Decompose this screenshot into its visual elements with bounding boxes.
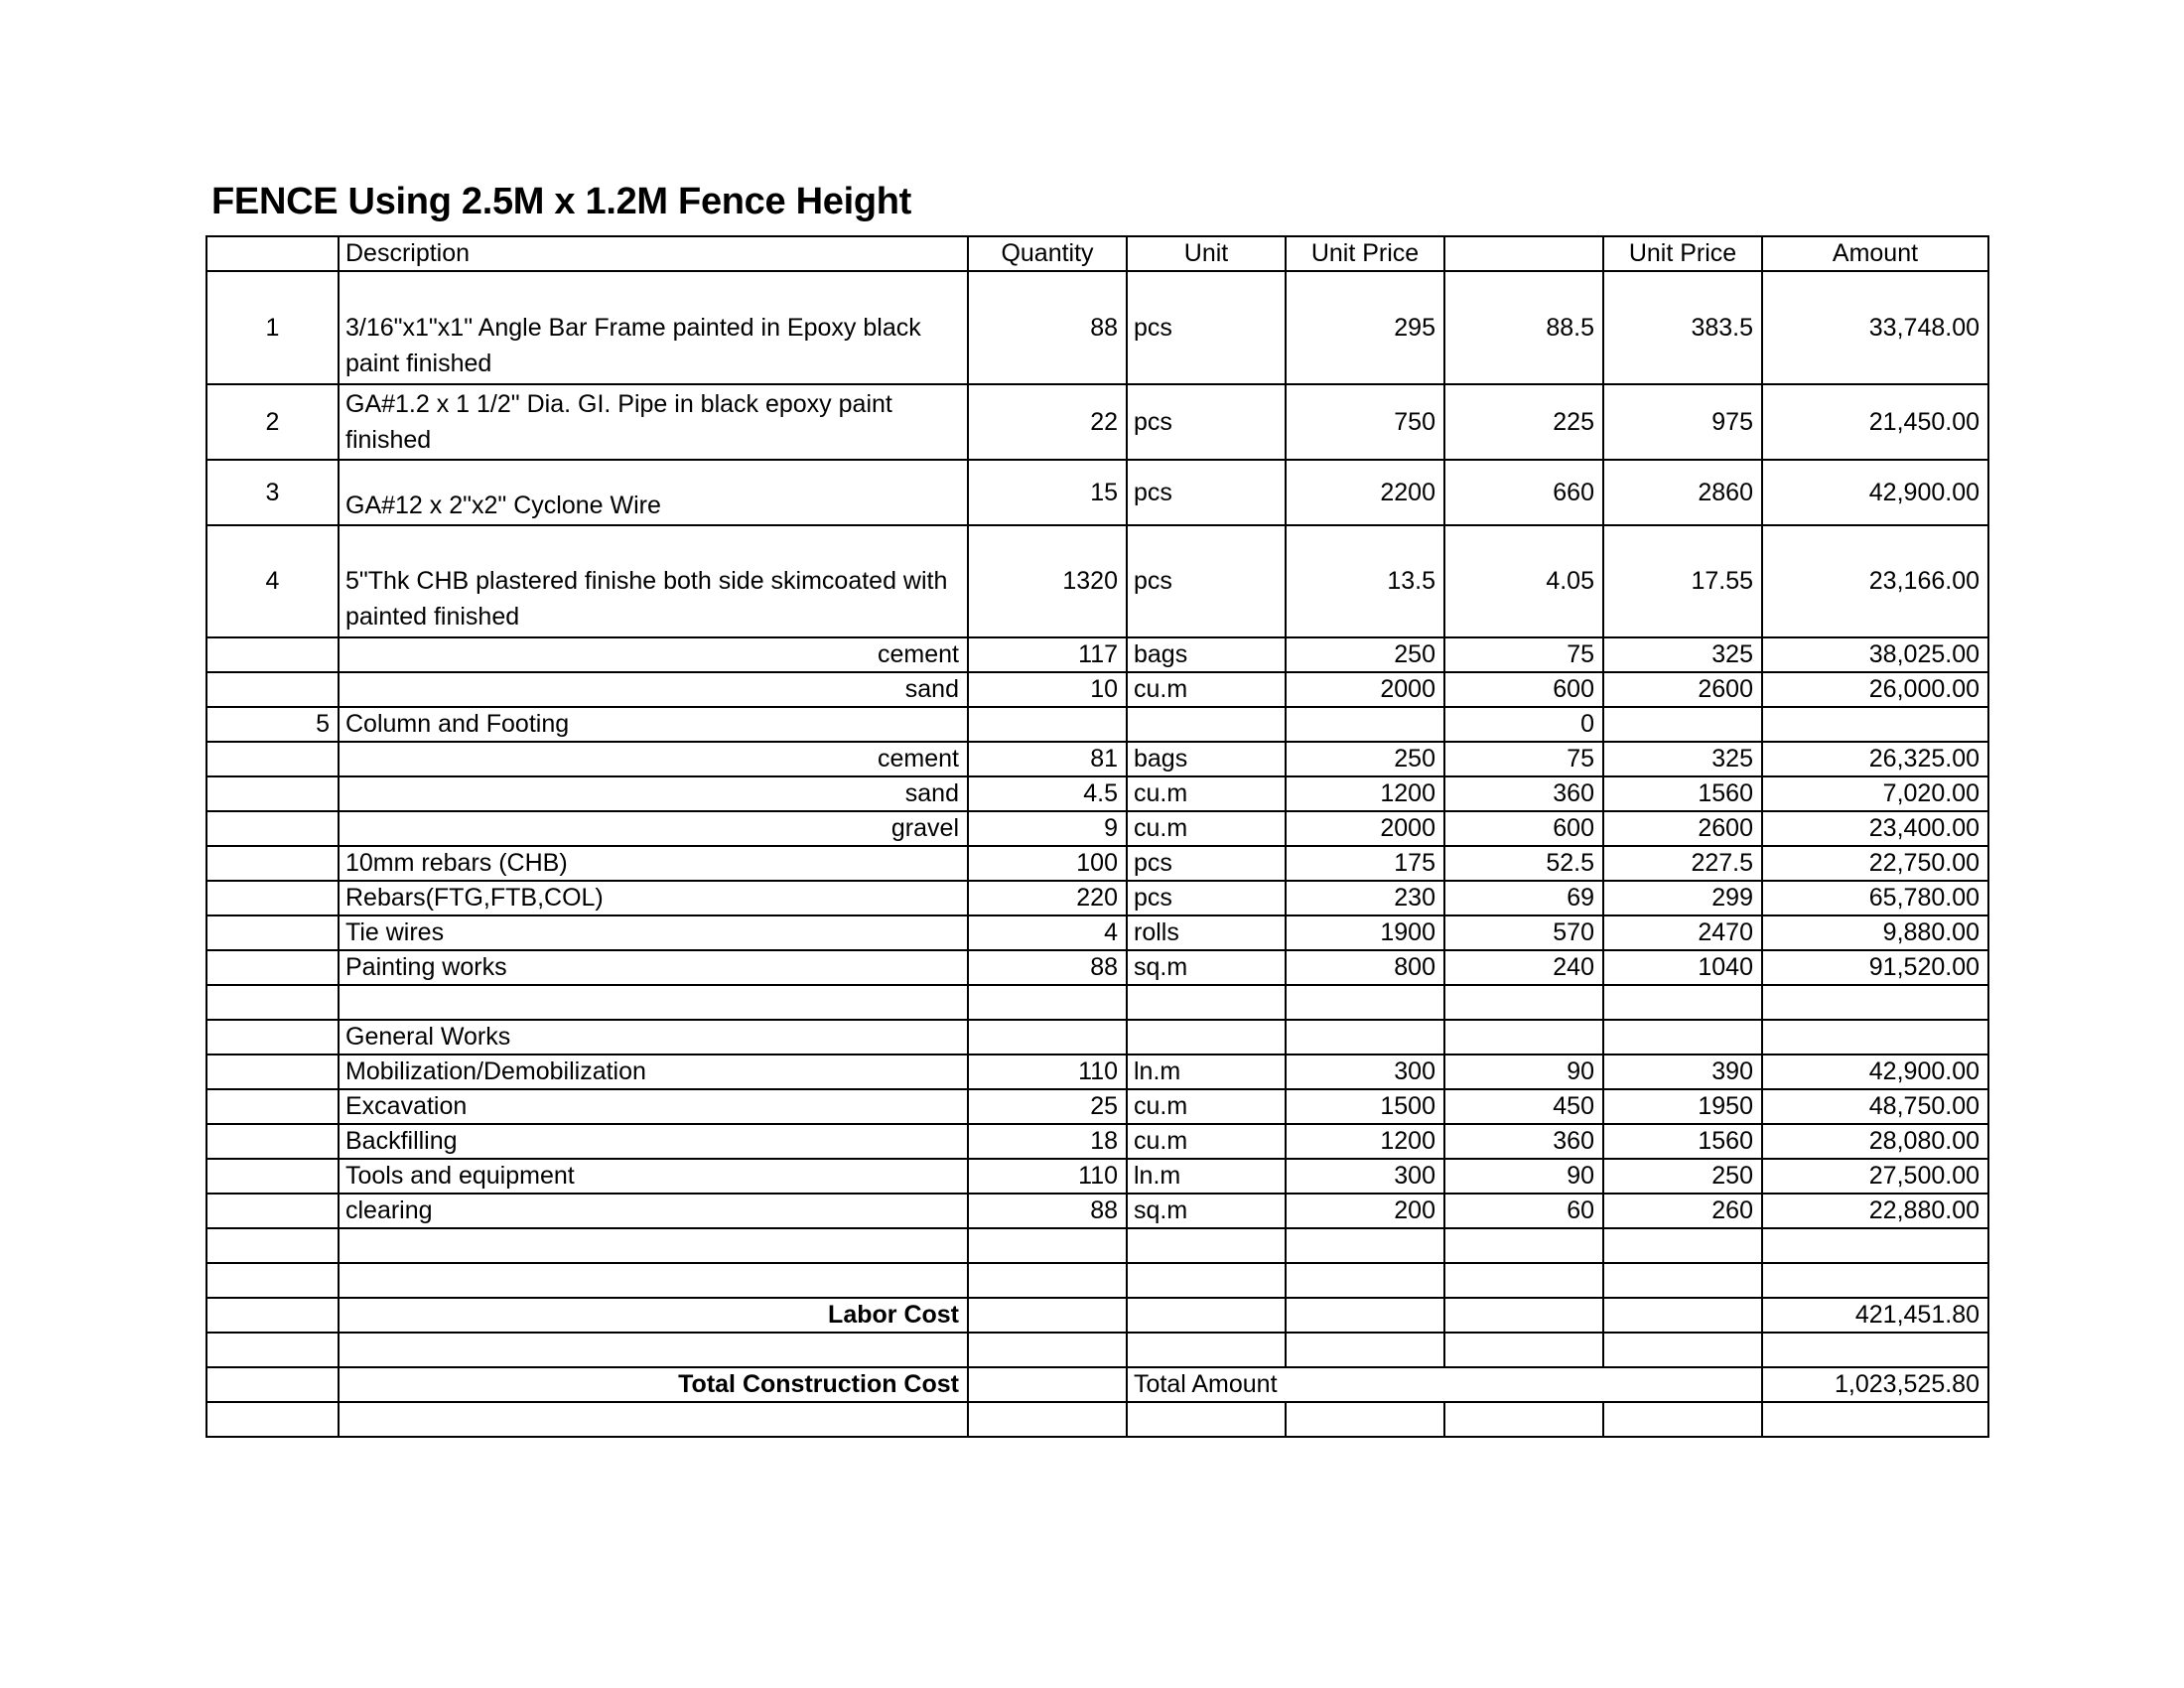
cell-amount[interactable]: 26,000.00 — [1762, 672, 1988, 707]
cell-amount[interactable]: 65,780.00 — [1762, 881, 1988, 915]
cell-amount[interactable]: 23,400.00 — [1762, 811, 1988, 846]
cell-unit-price[interactable]: 2200 — [1286, 460, 1444, 525]
cell-unit-price-2[interactable]: 2600 — [1603, 811, 1762, 846]
labor-cost-label[interactable]: Labor Cost — [339, 1298, 968, 1333]
cell-no[interactable] — [206, 985, 339, 1020]
cell-quantity[interactable] — [968, 985, 1127, 1020]
empty-row — [206, 1402, 1988, 1437]
cell-amount[interactable]: 9,880.00 — [1762, 915, 1988, 950]
cell-markup[interactable]: 90 — [1444, 1159, 1603, 1194]
empty-row — [206, 985, 1988, 1020]
cell-unit[interactable] — [1127, 1263, 1286, 1298]
cell-amount[interactable]: 38,025.00 — [1762, 637, 1988, 672]
general-row-excavation — [206, 1089, 1988, 1124]
cell-description[interactable]: cement — [339, 742, 968, 776]
cell-unit-price-2[interactable] — [1603, 1263, 1762, 1298]
cell-unit-price[interactable]: 250 — [1286, 742, 1444, 776]
cell-quantity[interactable] — [968, 1333, 1127, 1367]
cell-unit-price[interactable]: 1500 — [1286, 1089, 1444, 1124]
cell-amount[interactable] — [1762, 1263, 1988, 1298]
item-row-3 — [206, 460, 1988, 525]
cell-no[interactable] — [206, 1228, 339, 1263]
cell-quantity[interactable]: 117 — [968, 637, 1127, 672]
cell-description[interactable]: Rebars(FTG,FTB,COL) — [339, 881, 968, 915]
cell-unit-price-2[interactable]: 299 — [1603, 881, 1762, 915]
cell-description[interactable]: clearing — [339, 1194, 968, 1228]
cell-markup[interactable] — [1444, 1333, 1603, 1367]
cell-unit-price-2[interactable]: 227.5 — [1603, 846, 1762, 881]
header-cell-unit[interactable]: Unit — [1127, 236, 1286, 271]
cell-description[interactable]: GA#12 x 2"x2" Cyclone Wire — [339, 460, 968, 525]
cell-unit-price-2[interactable]: 17.55 — [1603, 525, 1762, 637]
cell-markup[interactable]: 75 — [1444, 742, 1603, 776]
cell-unit-price[interactable]: 1900 — [1286, 915, 1444, 950]
cell-markup[interactable]: 360 — [1444, 776, 1603, 811]
item-row-4 — [206, 525, 1988, 637]
cell-unit[interactable] — [1127, 1333, 1286, 1367]
misc-row-rebars-ftg — [206, 881, 1988, 915]
header-cell-amount[interactable]: Amount — [1762, 236, 1988, 271]
item-row-5 — [206, 707, 1988, 742]
cell-description[interactable]: 10mm rebars (CHB) — [339, 846, 968, 881]
cell-unit-price[interactable]: 300 — [1286, 1159, 1444, 1194]
cell-amount[interactable]: 27,500.00 — [1762, 1159, 1988, 1194]
cell-unit-price-2[interactable]: 1560 — [1603, 1124, 1762, 1159]
cell-description[interactable]: Mobilization/Demobilization — [339, 1055, 968, 1089]
cell-unit[interactable]: bags — [1127, 637, 1286, 672]
cell-markup[interactable]: 450 — [1444, 1089, 1603, 1124]
cell-markup[interactable] — [1444, 1020, 1603, 1055]
cell-unit[interactable] — [1127, 1298, 1286, 1333]
cell-unit-price-2[interactable]: 2860 — [1603, 460, 1762, 525]
cell-amount[interactable]: 23,166.00 — [1762, 525, 1988, 637]
cell-unit-price[interactable] — [1286, 985, 1444, 1020]
cell-unit[interactable]: pcs — [1127, 384, 1286, 460]
cell-unit-price-2[interactable]: 1560 — [1603, 776, 1762, 811]
cell-unit-price[interactable]: 2000 — [1286, 811, 1444, 846]
cell-no[interactable] — [206, 776, 339, 811]
cell-unit-price[interactable]: 175 — [1286, 846, 1444, 881]
cell-amount[interactable]: 21,450.00 — [1762, 384, 1988, 460]
empty-row — [206, 1333, 1988, 1367]
cell-no[interactable]: 4 — [206, 525, 339, 637]
cell-no[interactable] — [206, 1020, 339, 1055]
cell-no[interactable] — [206, 1089, 339, 1124]
cell-unit-price-2[interactable]: 250 — [1603, 1159, 1762, 1194]
cell-unit[interactable]: cu.m — [1127, 811, 1286, 846]
cell-no[interactable] — [206, 846, 339, 881]
cell-description[interactable] — [339, 1228, 968, 1263]
cell-quantity[interactable] — [968, 1020, 1127, 1055]
total-amount-label[interactable]: Total Amount — [1127, 1367, 1762, 1402]
cell-unit-price-2[interactable] — [1603, 1333, 1762, 1367]
cell-no[interactable] — [206, 637, 339, 672]
cell-amount[interactable] — [1762, 1228, 1988, 1263]
cell-no[interactable] — [206, 811, 339, 846]
cell-unit-price[interactable]: 750 — [1286, 384, 1444, 460]
cell-unit-price-2[interactable] — [1603, 1020, 1762, 1055]
cell-description[interactable]: Column and Footing — [339, 707, 968, 742]
cell-unit-price[interactable]: 300 — [1286, 1055, 1444, 1089]
cell-unit-price-2[interactable]: 325 — [1603, 742, 1762, 776]
cell-no[interactable]: 2 — [206, 384, 339, 460]
cell-amount[interactable]: 42,900.00 — [1762, 460, 1988, 525]
cell-unit-price[interactable]: 2000 — [1286, 672, 1444, 707]
cell-unit-price[interactable]: 800 — [1286, 950, 1444, 985]
cell-unit-price[interactable]: 1200 — [1286, 1124, 1444, 1159]
cell-markup[interactable]: 570 — [1444, 915, 1603, 950]
cell-unit-price[interactable]: 1200 — [1286, 776, 1444, 811]
cell-description[interactable]: Excavation — [339, 1089, 968, 1124]
cell-quantity[interactable]: 25 — [968, 1089, 1127, 1124]
sub-row-sand — [206, 776, 1988, 811]
cell-markup[interactable] — [1444, 1402, 1603, 1437]
cell-quantity[interactable]: 100 — [968, 846, 1127, 881]
cell-quantity[interactable] — [968, 1402, 1127, 1437]
cell-unit-price[interactable] — [1286, 707, 1444, 742]
sheet-title: FENCE Using 2.5M x 1.2M Fence Height — [211, 181, 912, 222]
cell-no[interactable] — [206, 1055, 339, 1089]
cell-description[interactable]: Backfilling — [339, 1124, 968, 1159]
cell-markup[interactable]: 240 — [1444, 950, 1603, 985]
cell-amount[interactable]: 7,020.00 — [1762, 776, 1988, 811]
labor-cost-amount[interactable]: 421,451.80 — [1762, 1298, 1988, 1333]
cell-unit[interactable] — [1127, 707, 1286, 742]
sub-row-cement — [206, 742, 1988, 776]
cell-markup[interactable]: 225 — [1444, 384, 1603, 460]
cell-amount[interactable] — [1762, 707, 1988, 742]
cell-unit-price-2[interactable]: 383.5 — [1603, 271, 1762, 384]
cell-markup[interactable]: 90 — [1444, 1055, 1603, 1089]
cell-markup[interactable]: 600 — [1444, 811, 1603, 846]
cell-quantity[interactable]: 9 — [968, 811, 1127, 846]
cell-unit-price[interactable] — [1286, 1333, 1444, 1367]
cell-quantity[interactable]: 88 — [968, 1194, 1127, 1228]
general-row-mobilization — [206, 1055, 1988, 1089]
cell-description[interactable]: cement — [339, 637, 968, 672]
cell-unit-price[interactable] — [1286, 1228, 1444, 1263]
cell-unit-price-2[interactable]: 1950 — [1603, 1089, 1762, 1124]
header-row — [206, 236, 1988, 271]
cell-amount[interactable]: 91,520.00 — [1762, 950, 1988, 985]
cell-unit[interactable]: cu.m — [1127, 1089, 1286, 1124]
general-row-tools — [206, 1159, 1988, 1194]
cell-amount[interactable]: 33,748.00 — [1762, 271, 1988, 384]
general-works-heading-row — [206, 1020, 1988, 1055]
cell-markup[interactable]: 52.5 — [1444, 846, 1603, 881]
cell-description[interactable]: 5"Thk CHB plastered finishe both side skimcoated with painted finished — [339, 525, 968, 637]
cell-description[interactable] — [339, 1402, 968, 1437]
cell-description[interactable] — [339, 1263, 968, 1298]
cell-markup[interactable] — [1444, 1298, 1603, 1333]
cell-unit[interactable] — [1127, 1228, 1286, 1263]
cell-unit[interactable]: cu.m — [1127, 1124, 1286, 1159]
cell-description[interactable]: Painting works — [339, 950, 968, 985]
cell-quantity[interactable]: 18 — [968, 1124, 1127, 1159]
cell-quantity[interactable]: 220 — [968, 881, 1127, 915]
cell-markup[interactable]: 4.05 — [1444, 525, 1603, 637]
cell-unit-price-2[interactable]: 975 — [1603, 384, 1762, 460]
cell-quantity[interactable]: 110 — [968, 1055, 1127, 1089]
item-row-2 — [206, 384, 1988, 460]
cell-description[interactable]: sand — [339, 776, 968, 811]
cell-unit-price-2[interactable]: 325 — [1603, 637, 1762, 672]
cell-unit[interactable]: cu.m — [1127, 672, 1286, 707]
cell-quantity[interactable]: 88 — [968, 271, 1127, 384]
cell-unit-price-2[interactable] — [1603, 707, 1762, 742]
cell-unit[interactable]: ln.m — [1127, 1055, 1286, 1089]
cell-unit-price[interactable] — [1286, 1298, 1444, 1333]
cell-no[interactable] — [206, 950, 339, 985]
cell-quantity[interactable]: 88 — [968, 950, 1127, 985]
sub-row-sand — [206, 672, 1988, 707]
cell-description[interactable] — [339, 985, 968, 1020]
empty-row — [206, 1228, 1988, 1263]
cell-markup[interactable]: 360 — [1444, 1124, 1603, 1159]
cell-quantity[interactable]: 15 — [968, 460, 1127, 525]
cell-amount[interactable] — [1762, 1333, 1988, 1367]
cell-unit[interactable]: ln.m — [1127, 1159, 1286, 1194]
cell-quantity[interactable]: 4.5 — [968, 776, 1127, 811]
cell-markup[interactable]: 660 — [1444, 460, 1603, 525]
cell-no[interactable] — [206, 881, 339, 915]
header-cell-blank[interactable] — [1444, 236, 1603, 271]
cell-no[interactable] — [206, 1159, 339, 1194]
total-row — [206, 1367, 1988, 1402]
header-cell-quantity[interactable]: Quantity — [968, 236, 1127, 271]
cell-unit-price-2[interactable]: 2470 — [1603, 915, 1762, 950]
cell-unit[interactable]: bags — [1127, 742, 1286, 776]
header-cell-no[interactable] — [206, 236, 339, 271]
cell-unit[interactable]: pcs — [1127, 881, 1286, 915]
cell-unit-price[interactable] — [1286, 1263, 1444, 1298]
cell-unit-price-2[interactable] — [1603, 1402, 1762, 1437]
cell-description[interactable]: sand — [339, 672, 968, 707]
cell-no[interactable] — [206, 1333, 339, 1367]
cell-amount[interactable]: 28,080.00 — [1762, 1124, 1988, 1159]
cell-unit[interactable]: sq.m — [1127, 1194, 1286, 1228]
cell-unit[interactable] — [1127, 985, 1286, 1020]
cell-description[interactable]: Tie wires — [339, 915, 968, 950]
cell-markup[interactable]: 88.5 — [1444, 271, 1603, 384]
cell-amount[interactable] — [1762, 1402, 1988, 1437]
header-cell-description[interactable]: Description — [339, 236, 968, 271]
cell-unit-price[interactable] — [1286, 1020, 1444, 1055]
cell-quantity[interactable] — [968, 1263, 1127, 1298]
cell-quantity[interactable] — [968, 707, 1127, 742]
cell-markup[interactable]: 60 — [1444, 1194, 1603, 1228]
header-cell-unit-price-2[interactable]: Unit Price — [1603, 236, 1762, 271]
cell-unit-price[interactable]: 250 — [1286, 637, 1444, 672]
cell-unit[interactable]: pcs — [1127, 525, 1286, 637]
cell-no[interactable]: 1 — [206, 271, 339, 384]
cell-unit-price-2[interactable] — [1603, 1298, 1762, 1333]
cell-description[interactable]: gravel — [339, 811, 968, 846]
cell-unit-price[interactable]: 230 — [1286, 881, 1444, 915]
cell-amount[interactable]: 26,325.00 — [1762, 742, 1988, 776]
cell-amount[interactable]: 22,880.00 — [1762, 1194, 1988, 1228]
cell-no[interactable] — [206, 1402, 339, 1437]
cell-quantity[interactable]: 22 — [968, 384, 1127, 460]
cell-no[interactable] — [206, 1367, 339, 1402]
cell-no[interactable] — [206, 1298, 339, 1333]
general-row-backfilling — [206, 1124, 1988, 1159]
cell-no[interactable] — [206, 915, 339, 950]
cell-unit-price[interactable]: 200 — [1286, 1194, 1444, 1228]
cell-description[interactable]: 3/16"x1"x1" Angle Bar Frame painted in Epoxy black paint finished — [339, 271, 968, 384]
cell-amount[interactable] — [1762, 985, 1988, 1020]
cell-description[interactable]: Tools and equipment — [339, 1159, 968, 1194]
cell-unit[interactable]: pcs — [1127, 460, 1286, 525]
cell-unit[interactable]: pcs — [1127, 271, 1286, 384]
cell-quantity[interactable]: 4 — [968, 915, 1127, 950]
cell-no[interactable]: 3 — [206, 460, 339, 525]
cell-unit[interactable]: pcs — [1127, 846, 1286, 881]
cell-markup[interactable]: 600 — [1444, 672, 1603, 707]
cell-no[interactable] — [206, 1124, 339, 1159]
cell-unit-price-2[interactable]: 390 — [1603, 1055, 1762, 1089]
cell-unit[interactable]: cu.m — [1127, 776, 1286, 811]
general-row-clearing — [206, 1194, 1988, 1228]
cell-quantity[interactable] — [968, 1298, 1127, 1333]
misc-row-painting — [206, 950, 1988, 985]
sub-row-gravel — [206, 811, 1988, 846]
cell-unit[interactable]: rolls — [1127, 915, 1286, 950]
cell-markup[interactable]: 69 — [1444, 881, 1603, 915]
cell-quantity[interactable]: 110 — [968, 1159, 1127, 1194]
header-cell-unit-price[interactable]: Unit Price — [1286, 236, 1444, 271]
labor-cost-row — [206, 1298, 1988, 1333]
cell-quantity[interactable]: 81 — [968, 742, 1127, 776]
empty-row — [206, 1263, 1988, 1298]
cell-quantity[interactable] — [968, 1228, 1127, 1263]
cell-no[interactable] — [206, 672, 339, 707]
total-construction-cost-label[interactable]: Total Construction Cost — [339, 1367, 968, 1402]
cell-unit[interactable] — [1127, 1402, 1286, 1437]
cell-no[interactable]: 5 — [206, 707, 339, 742]
cost-estimate-table — [205, 235, 1989, 1438]
cell-unit-price[interactable] — [1286, 1402, 1444, 1437]
cell-amount[interactable]: 42,900.00 — [1762, 1055, 1988, 1089]
total-amount-value[interactable]: 1,023,525.80 — [1762, 1367, 1988, 1402]
cell-no[interactable] — [206, 1263, 339, 1298]
cell-no[interactable] — [206, 742, 339, 776]
cell-unit-price-2[interactable]: 1040 — [1603, 950, 1762, 985]
cell-description[interactable] — [339, 1333, 968, 1367]
cell-quantity[interactable]: 1320 — [968, 525, 1127, 637]
cell-unit[interactable] — [1127, 1020, 1286, 1055]
sub-row-cement — [206, 637, 1988, 672]
cell-unit-price-2[interactable]: 2600 — [1603, 672, 1762, 707]
cell-markup[interactable]: 75 — [1444, 637, 1603, 672]
cell-unit-price[interactable]: 13.5 — [1286, 525, 1444, 637]
cell-unit-price-2[interactable] — [1603, 1228, 1762, 1263]
cell-amount[interactable]: 48,750.00 — [1762, 1089, 1988, 1124]
cell-markup[interactable] — [1444, 1228, 1603, 1263]
cell-markup[interactable] — [1444, 985, 1603, 1020]
cell-no[interactable] — [206, 1194, 339, 1228]
cell-quantity[interactable]: 10 — [968, 672, 1127, 707]
cell-quantity[interactable] — [968, 1367, 1127, 1402]
cell-markup[interactable]: 0 — [1444, 707, 1603, 742]
misc-row-tie-wires — [206, 915, 1988, 950]
cell-amount[interactable] — [1762, 1020, 1988, 1055]
cell-unit-price[interactable]: 295 — [1286, 271, 1444, 384]
item-row-1 — [206, 271, 1988, 384]
cell-description[interactable]: GA#1.2 x 1 1/2" Dia. GI. Pipe in black epoxy paint finished — [339, 384, 968, 460]
cell-unit[interactable]: sq.m — [1127, 950, 1286, 985]
cell-unit-price-2[interactable]: 260 — [1603, 1194, 1762, 1228]
cell-amount[interactable]: 22,750.00 — [1762, 846, 1988, 881]
general-works-label[interactable]: General Works — [339, 1020, 968, 1055]
misc-row-rebars-chb — [206, 846, 1988, 881]
cell-unit-price-2[interactable] — [1603, 985, 1762, 1020]
cell-markup[interactable] — [1444, 1263, 1603, 1298]
